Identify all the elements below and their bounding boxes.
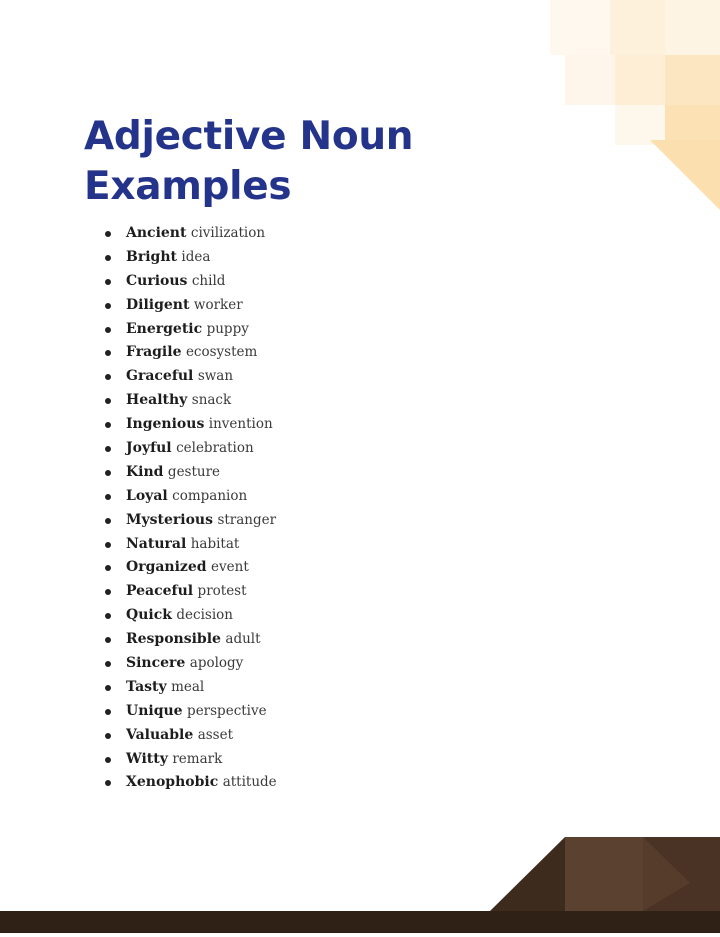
adjective-text: Graceful bbox=[126, 368, 194, 385]
noun-text: invention bbox=[208, 416, 273, 433]
noun-text: idea bbox=[181, 248, 211, 265]
bullet-icon bbox=[105, 685, 111, 691]
adjective-text: Quick bbox=[126, 607, 172, 624]
noun-text: event bbox=[211, 559, 249, 576]
noun-text: celebration bbox=[176, 440, 254, 457]
noun-text: stranger bbox=[217, 511, 277, 528]
adjective-text: Ingenious bbox=[126, 416, 205, 433]
adjective-text: Ancient bbox=[126, 225, 187, 241]
bullet-icon bbox=[105, 327, 111, 333]
adjective-text: Valuable bbox=[126, 726, 194, 743]
list-item bbox=[104, 485, 277, 509]
list-item bbox=[104, 652, 277, 676]
list-item bbox=[104, 676, 277, 700]
noun-text: perspective bbox=[187, 702, 267, 719]
list-item bbox=[104, 413, 277, 437]
bullet-icon bbox=[105, 303, 111, 309]
noun-text: ecosystem bbox=[185, 344, 258, 361]
noun-text: civilization bbox=[190, 225, 266, 241]
adjective-text: Joyful bbox=[126, 440, 172, 457]
noun-text: puppy bbox=[206, 320, 249, 337]
noun-text: attitude bbox=[222, 774, 277, 791]
bottom-band-graphic bbox=[0, 833, 720, 933]
list-item bbox=[104, 771, 277, 795]
noun-text: swan bbox=[197, 368, 234, 385]
list-item bbox=[104, 700, 277, 724]
adjective-text: Organized bbox=[126, 559, 207, 576]
bullet-icon bbox=[105, 255, 111, 261]
bullet-icon bbox=[105, 757, 111, 763]
title-line-1: Adjective Noun bbox=[84, 114, 414, 159]
list-item bbox=[104, 556, 277, 580]
noun-text: child bbox=[191, 272, 226, 289]
adjective-text: Bright bbox=[126, 248, 177, 265]
bullet-icon bbox=[105, 661, 111, 667]
list-item bbox=[104, 437, 277, 461]
adjective-text: Peaceful bbox=[126, 583, 194, 600]
list-item bbox=[104, 365, 277, 389]
top-right-decoration bbox=[550, 0, 720, 210]
noun-text: protest bbox=[197, 583, 247, 600]
list-item bbox=[104, 222, 277, 246]
examples-list bbox=[104, 222, 277, 795]
bullet-icon bbox=[105, 589, 111, 595]
bullet-icon bbox=[105, 565, 111, 571]
list-item bbox=[104, 461, 277, 485]
bullet-icon bbox=[105, 733, 111, 739]
noun-text: companion bbox=[172, 487, 248, 504]
adjective-text: Unique bbox=[126, 702, 183, 719]
title-line-2: Examples bbox=[84, 164, 292, 209]
noun-text: meal bbox=[171, 678, 205, 695]
adjective-text: Natural bbox=[126, 535, 187, 552]
page-title bbox=[84, 112, 504, 212]
bullet-icon bbox=[105, 709, 111, 715]
bullet-icon bbox=[105, 422, 111, 428]
bullet-icon bbox=[105, 398, 111, 404]
bottom-decoration bbox=[0, 833, 720, 933]
adjective-text: Tasty bbox=[126, 678, 167, 695]
bullet-icon bbox=[105, 637, 111, 643]
bullet-icon bbox=[105, 518, 111, 524]
noun-text: decision bbox=[176, 607, 233, 624]
list-item bbox=[104, 318, 277, 342]
adjective-text: Sincere bbox=[126, 655, 186, 672]
bullet-icon bbox=[105, 446, 111, 452]
adjective-text: Healthy bbox=[126, 392, 188, 409]
list-item bbox=[104, 748, 277, 772]
bullet-icon bbox=[105, 470, 111, 476]
bullet-icon bbox=[105, 231, 111, 237]
list-item bbox=[104, 604, 277, 628]
noun-text: snack bbox=[191, 392, 232, 409]
bullet-icon bbox=[105, 542, 111, 548]
list-item bbox=[104, 294, 277, 318]
bullet-icon bbox=[105, 374, 111, 380]
noun-text: worker bbox=[193, 296, 243, 313]
adjective-text: Mysterious bbox=[126, 511, 213, 528]
bullet-icon bbox=[105, 494, 111, 500]
noun-text: habitat bbox=[190, 535, 240, 552]
list-item bbox=[104, 270, 277, 294]
bullet-icon bbox=[105, 279, 111, 285]
bullet-icon bbox=[105, 780, 111, 786]
bullet-icon bbox=[105, 613, 111, 619]
adjective-text: Witty bbox=[126, 750, 168, 767]
adjective-text: Fragile bbox=[126, 344, 182, 361]
list-item bbox=[104, 509, 277, 533]
noun-text: remark bbox=[172, 750, 223, 767]
list-item bbox=[104, 724, 277, 748]
adjective-text: Kind bbox=[126, 463, 164, 480]
adjective-text: Diligent bbox=[126, 296, 190, 313]
adjective-text: Xenophobic bbox=[126, 774, 219, 791]
list-item bbox=[104, 580, 277, 604]
list-item bbox=[104, 341, 277, 365]
list-item bbox=[104, 533, 277, 557]
noun-text: gesture bbox=[167, 463, 221, 480]
adjective-text: Curious bbox=[126, 272, 188, 289]
list-item bbox=[104, 246, 277, 270]
adjective-text: Loyal bbox=[126, 487, 168, 504]
adjective-text: Responsible bbox=[126, 631, 221, 648]
adjective-text: Energetic bbox=[126, 320, 203, 337]
list-item bbox=[104, 628, 277, 652]
bullet-icon bbox=[105, 350, 111, 356]
mosaic-graphic bbox=[550, 0, 720, 210]
noun-text: apology bbox=[189, 655, 244, 672]
noun-text: asset bbox=[197, 726, 234, 743]
list-item bbox=[104, 389, 277, 413]
noun-text: adult bbox=[225, 631, 261, 648]
